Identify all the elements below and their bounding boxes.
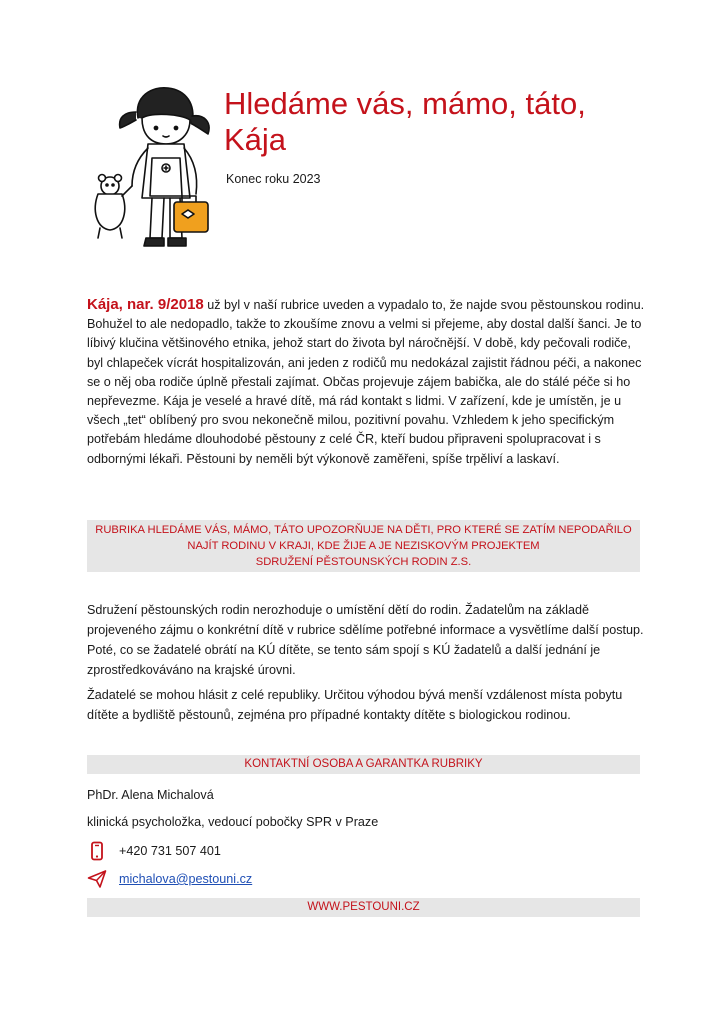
website-footer-bar xyxy=(87,898,640,917)
intro-lead: Kája, nar. 9/2018 xyxy=(87,296,204,313)
banner-line-2: NAJÍT RODINU V KRAJI, KDE ŽIJE A JE NEZISKOVÝM PROJEKTEM xyxy=(187,540,540,552)
girl-with-teddy-bear-and-suitcase-icon xyxy=(86,78,218,258)
date-subtitle: Konec roku 2023 xyxy=(226,172,321,186)
phone-row xyxy=(87,841,221,861)
contact-role: klinická psycholožka, vedoucí pobočky SPR v Praze xyxy=(87,815,379,829)
banner-line-1: RUBRIKA HLEDÁME VÁS, MÁMO, TÁTO UPOZORŇUJE NA DĚTI, PRO KTERÉ SE ZATÍM NEPODAŘILO xyxy=(95,524,632,536)
info-paragraph-2: Žadatelé se mohou hlásit z celé republiky. Určitou výhodou bývá menší vzdálenost místa pobytu dítěte a bydliště pěstounů, zejména pro případné kontakty dítěte s biologickou rodinou. xyxy=(87,688,623,722)
email-row xyxy=(87,869,252,889)
intro-paragraph xyxy=(87,295,647,469)
mobile-phone-icon xyxy=(87,841,107,861)
website-link[interactable]: WWW.PESTOUNI.CZ xyxy=(307,901,420,913)
title-line-1: Hledáme vás, mámo, táto, xyxy=(224,86,586,121)
phone-number[interactable]: +420 731 507 401 xyxy=(119,844,221,858)
contact-name: PhDr. Alena Michalová xyxy=(87,788,214,802)
rubric-banner xyxy=(87,520,640,572)
email-link[interactable]: michalova@pestouni.cz xyxy=(119,872,253,886)
paper-plane-icon xyxy=(87,869,107,889)
contact-heading-bar: KONTAKTNÍ OSOBA A GARANTKA RUBRIKY xyxy=(87,755,640,774)
title-line-2: Kája xyxy=(224,122,287,157)
info-paragraph-1: Sdružení pěstounských rodin nerozhoduje o umístění dětí do rodin. Žadatelům na základě projeveného zájmu o konkrétní dítě v rubrice sdělíme potřebné informace a vysvětlíme další postup. Poté, co se žadatelé obrátí na KÚ dítěte, se tento sám spojí s KÚ žadatelů a další jednání je zprostředkováváno na krajské úrovni. xyxy=(87,603,644,677)
page-title xyxy=(224,86,664,158)
banner-line-3: SDRUŽENÍ PĚSTOUNSKÝCH RODIN Z.S. xyxy=(255,556,472,568)
intro-text: už byl v naší rubrice uveden a vypadalo to, že najde svou pěstounskou rodinu. Bohužel to ale nedopadlo, takže to zkoušíme znovu a velmi si přejeme, aby dostal další šanci. Je to líbivý klučina většinového etnika, jehož start do života byl náročnější. V době, kdy pečovali rodiče, byl chlapeček vícrát hospitalizován, ani jeden z rodičů mu nedokázal zajistit řádnou péči, a nakonec se o něj oba rodiče úplně přestali zajímat. Občas projevuje zájem babička, ale do stálé péče si ho nepřevezme. Kája je veselé a hravé dítě, má rád kontakt s lidmi. V zařízení, kde je umístěn, je u všech „tet“ oblíbený pro svou nekonečně milou, pozitivní povahu. Vzhledem k jeho specifickým potřebám hledáme dlouhodobé pěstouny z celé ČR, kteří budou připraveni spolupracovat i s odbornými lékaři. Pěstouni by neměli být výkonově zaměřeni, spíše trpěliví a laskaví. xyxy=(87,298,645,466)
